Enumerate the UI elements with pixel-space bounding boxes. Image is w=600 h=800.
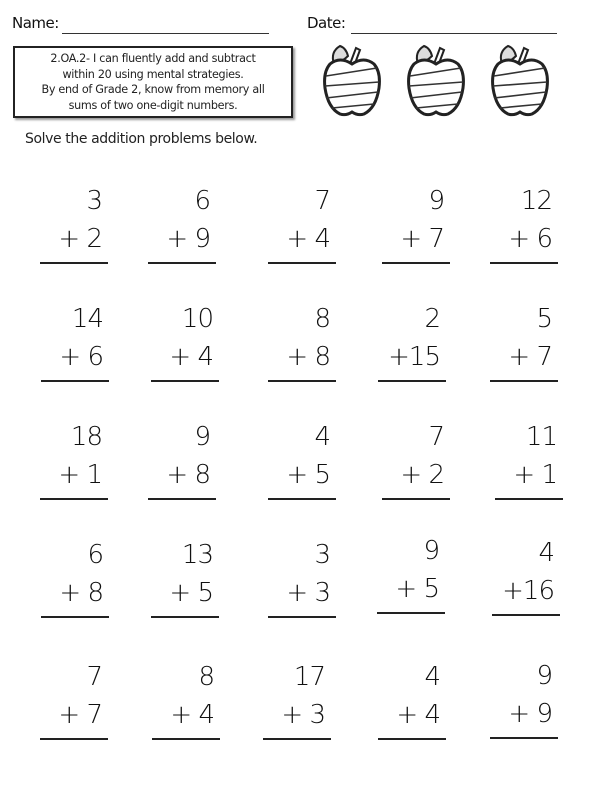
- addend-top: 7: [314, 186, 330, 216]
- addend-bottom: + 5: [286, 460, 330, 490]
- standard-box: [13, 46, 293, 118]
- addend-top: 4: [538, 538, 554, 568]
- addend-bottom: + 9: [508, 699, 552, 729]
- answer-line[interactable]: [148, 498, 216, 500]
- answer-line[interactable]: [151, 616, 219, 618]
- addend-bottom: +16: [502, 576, 554, 606]
- addend-top: 3: [86, 186, 102, 216]
- problem: [268, 304, 336, 394]
- addend-bottom: + 3: [286, 578, 330, 608]
- problem: [148, 186, 216, 276]
- problem: [490, 661, 558, 751]
- addend-bottom: + 1: [58, 460, 102, 490]
- standard-line: By end of Grade 2, know from memory all: [41, 83, 265, 96]
- problem: [152, 662, 220, 752]
- addend-top: 9: [428, 186, 444, 216]
- addend-top: 12: [520, 186, 552, 216]
- addend-bottom: + 8: [59, 578, 103, 608]
- addend-bottom: + 1: [513, 460, 557, 490]
- addend-bottom: + 4: [170, 700, 214, 730]
- addend-top: 3: [314, 540, 330, 570]
- addend-top: 9: [423, 536, 439, 566]
- addend-top: 5: [536, 304, 552, 334]
- addend-bottom: + 4: [396, 700, 440, 730]
- answer-line[interactable]: [268, 262, 336, 264]
- addend-top: 8: [314, 304, 330, 334]
- addend-bottom: + 5: [169, 578, 213, 608]
- addend-bottom: + 8: [166, 460, 210, 490]
- addend-top: 7: [428, 422, 444, 452]
- name-label: Name:: [12, 14, 59, 32]
- addend-bottom: + 8: [286, 342, 330, 372]
- addend-bottom: + 7: [58, 700, 102, 730]
- addend-bottom: + 5: [395, 574, 439, 604]
- addend-top: 9: [194, 422, 210, 452]
- addend-bottom: + 4: [286, 224, 330, 254]
- problem: [263, 662, 331, 752]
- answer-line[interactable]: [268, 380, 336, 382]
- problem: [268, 186, 336, 276]
- problem: [268, 422, 336, 512]
- apple-icon: [406, 42, 466, 118]
- addend-bottom: + 6: [508, 224, 552, 254]
- name-field[interactable]: [62, 33, 269, 34]
- answer-line[interactable]: [268, 498, 336, 500]
- addend-top: 4: [314, 422, 330, 452]
- addend-bottom: + 7: [400, 224, 444, 254]
- addend-bottom: + 9: [166, 224, 210, 254]
- problem: [490, 304, 558, 394]
- date-field[interactable]: [351, 33, 557, 34]
- problem: [377, 536, 445, 626]
- answer-line[interactable]: [41, 380, 109, 382]
- problem: [268, 540, 336, 630]
- answer-line[interactable]: [40, 738, 108, 740]
- addend-top: 7: [86, 662, 102, 692]
- answer-line[interactable]: [490, 737, 558, 739]
- addend-top: 2: [424, 304, 440, 334]
- answer-line[interactable]: [263, 738, 331, 740]
- answer-line[interactable]: [40, 498, 108, 500]
- addend-bottom: + 7: [508, 342, 552, 372]
- problem: [41, 304, 109, 394]
- standard-line: sums of two one-digit numbers.: [68, 98, 238, 112]
- addend-top: 9: [536, 661, 552, 691]
- addend-top: 6: [194, 186, 210, 216]
- problem: [495, 422, 563, 512]
- addend-bottom: + 4: [169, 342, 213, 372]
- problem: [41, 540, 109, 630]
- answer-line[interactable]: [268, 616, 336, 618]
- addend-top: 8: [198, 662, 214, 692]
- addend-top: 4: [424, 662, 440, 692]
- standard-text: [41, 51, 264, 113]
- addend-bottom: + 3: [281, 700, 325, 730]
- instructions: Solve the addition problems below.: [25, 131, 258, 147]
- answer-line[interactable]: [378, 380, 446, 382]
- addend-top: 18: [70, 422, 102, 452]
- addend-top: 11: [525, 422, 557, 452]
- standard-line: within 20 using mental strategies.: [62, 67, 244, 81]
- answer-line[interactable]: [490, 262, 558, 264]
- answer-line[interactable]: [40, 262, 108, 264]
- answer-line[interactable]: [152, 738, 220, 740]
- answer-line[interactable]: [382, 498, 450, 500]
- problem: [40, 186, 108, 276]
- addend-top: 10: [181, 304, 213, 334]
- problem: [40, 422, 108, 512]
- answer-line[interactable]: [382, 262, 450, 264]
- problem: [148, 422, 216, 512]
- problem: [151, 540, 219, 630]
- problem: [492, 538, 560, 628]
- apple-icon: [490, 42, 550, 118]
- apple-icon: [322, 42, 382, 118]
- answer-line[interactable]: [151, 380, 219, 382]
- addend-bottom: +15: [388, 342, 440, 372]
- problem: [378, 662, 446, 752]
- addend-top: 17: [293, 662, 325, 692]
- addend-top: 14: [71, 304, 103, 334]
- problem: [40, 662, 108, 752]
- answer-line[interactable]: [492, 614, 560, 616]
- answer-line[interactable]: [378, 738, 446, 740]
- answer-line[interactable]: [490, 380, 558, 382]
- addend-top: 13: [181, 540, 213, 570]
- problem: [151, 304, 219, 394]
- addend-bottom: + 2: [58, 224, 102, 254]
- addend-bottom: + 2: [400, 460, 444, 490]
- answer-line[interactable]: [495, 498, 563, 500]
- answer-line[interactable]: [41, 616, 109, 618]
- answer-line[interactable]: [377, 612, 445, 614]
- addend-top: 6: [87, 540, 103, 570]
- problem: [382, 186, 450, 276]
- problem: [382, 422, 450, 512]
- problem: [490, 186, 558, 276]
- date-label: Date:: [307, 14, 346, 32]
- standard-line: 2.OA.2- I can fluently add and subtract: [50, 52, 256, 65]
- addend-bottom: + 6: [59, 342, 103, 372]
- answer-line[interactable]: [148, 262, 216, 264]
- problem: [378, 304, 446, 394]
